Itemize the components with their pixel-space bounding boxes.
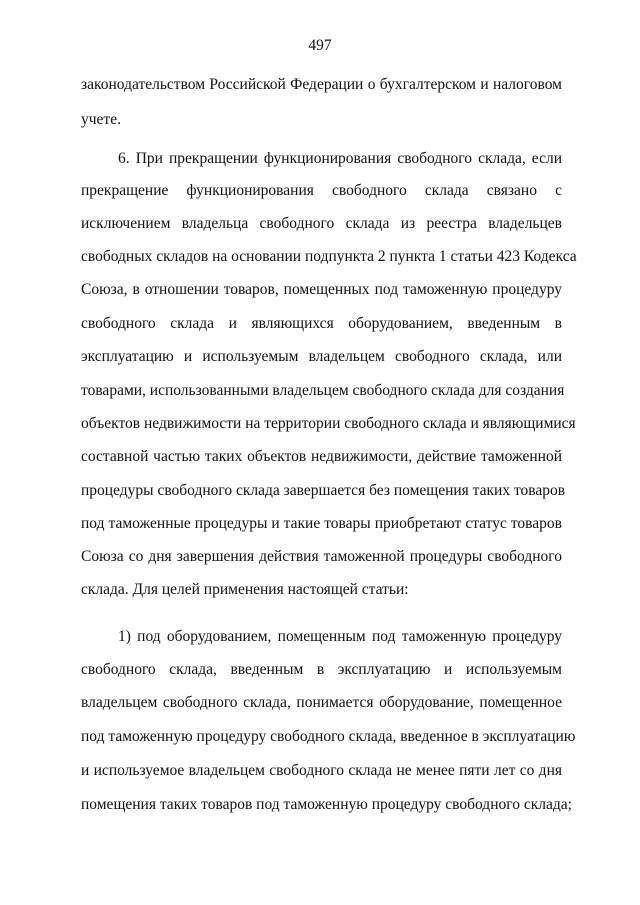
text-line: составной частью таких объектов недвижимости, действие таможенной: [81, 448, 562, 465]
text-line: под таможенные процедуры и такие товары приобретают статус товаров: [81, 515, 562, 532]
text-line: и используемое владельцем свободного склада не менее пяти лет со дня: [81, 762, 562, 779]
text-line: объектов недвижимости на территории свободного склада и являющимися: [81, 415, 576, 432]
text-line: процедуры свободного склада завершается без помещения таких товаров: [81, 482, 566, 499]
text-line: владельцем свободного склада, понимается оборудование, помещенное: [81, 694, 562, 711]
text-line: под таможенную процедуру свободного склада, введенное в эксплуатацию: [81, 728, 576, 745]
paragraph-6-start: 6. При прекращении функционирования свободного склада, если: [118, 150, 562, 167]
page-number: 497: [308, 37, 332, 54]
text-line: свободного склада, введенным в эксплуатацию и используемым: [81, 661, 562, 678]
text-line: свободных складов на основании подпункта 2 пункта 1 статьи 423 Кодекса: [81, 248, 577, 265]
text-line: помещения таких товаров под таможенную процедуру свободного склада;: [81, 796, 572, 813]
text-line: исключением владельца свободного склада из реестра владельцев: [81, 215, 562, 232]
text-line: свободного склада и являющихся оборудованием, введенным в: [81, 315, 562, 332]
text-line: Союза, в отношении товаров, помещенных под таможенную процедуру: [81, 281, 562, 298]
text-line: прекращение функционирования свободного склада связано с: [81, 182, 562, 199]
text-line: товарами, использованными владельцем свободного склада для создания: [81, 382, 565, 399]
text-line: Союза со дня завершения действия таможенной процедуры свободного: [81, 548, 562, 565]
text-line: склада. Для целей применения настоящей статьи:: [81, 581, 409, 598]
text-line: эксплуатацию и используемым владельцем свободного склада, или: [81, 348, 562, 365]
text-line: учете.: [81, 111, 121, 128]
subitem-1-start: 1) под оборудованием, помещенным под таможенную процедуру: [118, 628, 562, 645]
text-line: законодательством Российской Федерации о бухгалтерском и налоговом: [81, 76, 562, 93]
